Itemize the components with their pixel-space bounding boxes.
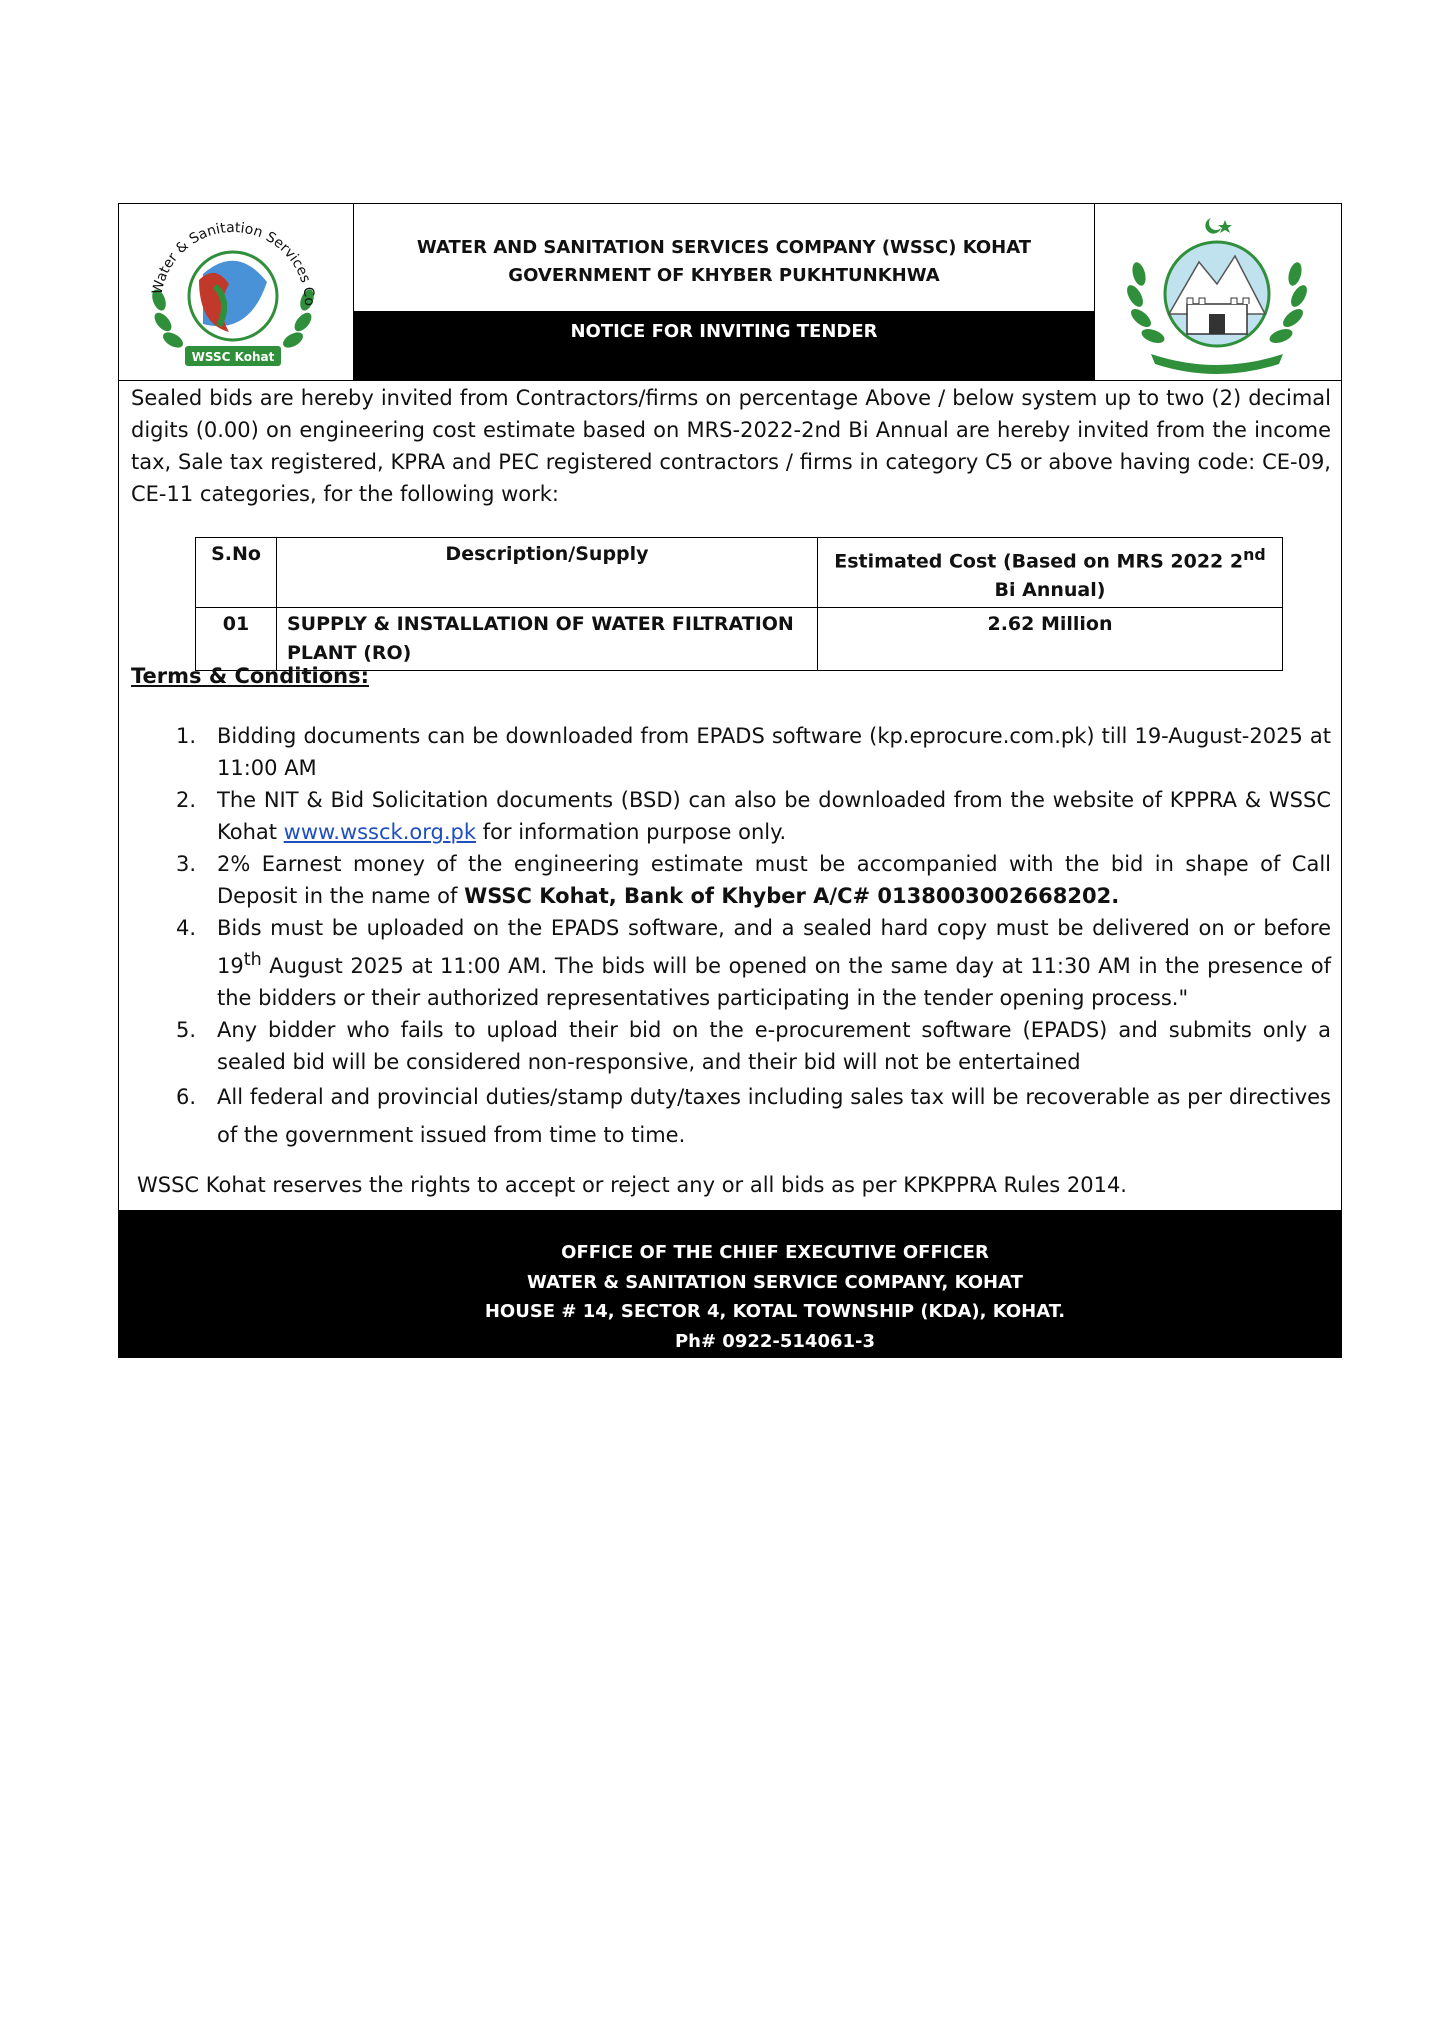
reservation-statement: WSSC Kohat reserves the rights to accept or reject any or all bids as per KPKPPRA Rules 2014.	[137, 1173, 1127, 1197]
office-footer	[119, 1210, 1341, 1357]
notice-title: NOTICE FOR INVITING TENDER	[354, 311, 1094, 380]
work-table	[195, 537, 1283, 671]
wssc-website-link[interactable]: www.wssck.org.pk	[283, 820, 476, 844]
government-name: GOVERNMENT OF KHYBER PUKHTUNKHWA	[508, 265, 940, 286]
logo-ribbon-text: WSSC Kohat	[191, 350, 275, 364]
footer-company: WATER & SANITATION SERVICE COMPANY, KOHAT	[527, 1271, 1023, 1293]
list-item: 4. Bids must be uploaded on the EPADS software, and a sealed hard copy must be delivered on or before 19th August 2025 at 11:00 AM. The bids will be opened on the same day at 11:30 AM in the presence of the bidders or their authorized representatives participating in the tender opening process."	[176, 916, 1331, 1010]
intro-paragraph: Sealed bids are hereby invited from Contractors/firms on percentage Above / below system up to two (2) decimal digits (0.00) on engineering cost estimate based on MRS-2022-2nd Bi Annual are hereby invited from the income tax, Sale tax registered, KPRA and PEC registered contractors / firms in category C5 or above having code: CE-09, CE-11 categories, for the following work:	[131, 386, 1331, 506]
list-item: 3. 2% Earnest money of the engineering estimate must be accompanied with the bid in shape of Call Deposit in the name of WSSC Kohat, Bank of Khyber A/C# 0138003002668202.	[176, 852, 1331, 908]
cell-description: SUPPLY & INSTALLATION OF WATER FILTRATION PLANT (RO)	[277, 608, 818, 671]
table-header-row	[196, 538, 1283, 608]
footer-phone: Ph# 0922-514061-3	[674, 1330, 876, 1352]
terms-list	[131, 720, 1331, 1154]
logo-arc-text: Water & Sanitation Services Co	[149, 219, 318, 307]
wssc-kohat-logo	[119, 204, 354, 380]
header-estimated-cost: Estimated Cost (Based on MRS 2022 2nd Bi Annual)	[818, 538, 1283, 608]
list-item: 6. All federal and provincial duties/stamp duty/taxes including sales tax will be recoverable as per directives of the government issued from time to time.	[176, 1085, 1331, 1147]
kp-government-emblem	[1094, 204, 1341, 380]
list-item: 2. The NIT & Bid Solicitation documents (BSD) can also be downloaded from the website of KPPRA & WSSC Kohat www.wssck.org.pk for information purpose only.	[176, 788, 1331, 844]
header-sno: S.No	[196, 538, 277, 608]
list-item: 1. Bidding documents can be downloaded from EPADS software (kp.eprocure.com.pk) till 19-August-2025 at 11:00 AM	[176, 724, 1331, 780]
terms-heading: Terms & Conditions:	[131, 664, 369, 688]
organization-name: WATER AND SANITATION SERVICES COMPANY (WSSC) KOHAT	[416, 237, 1032, 258]
header-description: Description/Supply	[277, 538, 818, 608]
tender-notice	[118, 203, 1342, 1358]
cell-estimated-cost: 2.62 Million	[818, 608, 1283, 671]
footer-address: HOUSE # 14, SECTOR 4, KOTAL TOWNSHIP (KDA), KOHAT.	[484, 1301, 1066, 1322]
list-item: 5. Any bidder who fails to upload their bid on the e-procurement software (EPADS) and submits only a sealed bid will be considered non-responsive, and their bid will not be entertained	[176, 1018, 1331, 1074]
bank-account: WSSC Kohat, Bank of Khyber A/C# 0138003002668202.	[464, 884, 1120, 908]
header	[354, 204, 1094, 380]
kp-emblem-icon	[1095, 204, 1340, 380]
cell-sno: 01	[196, 608, 277, 671]
header-divider	[119, 380, 1341, 381]
wssc-kohat-logo-icon	[119, 204, 352, 380]
footer-office: OFFICE OF THE CHIEF EXECUTIVE OFFICER	[561, 1242, 989, 1263]
